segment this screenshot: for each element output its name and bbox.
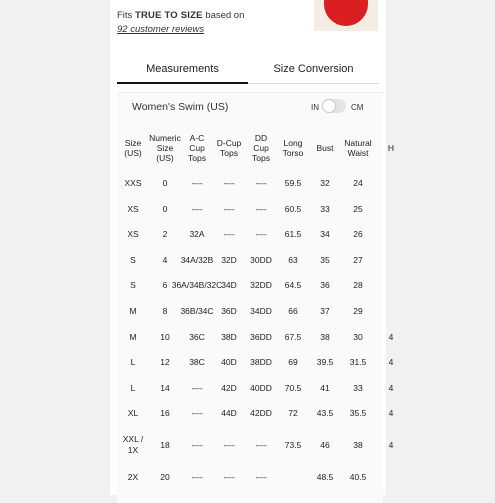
table-cell: 38D bbox=[221, 332, 237, 342]
table-cell: ---- bbox=[191, 204, 203, 214]
unit-label-cm: CM bbox=[351, 103, 364, 112]
table-cell: 73.5 bbox=[284, 440, 302, 450]
table-cell: ---- bbox=[223, 472, 235, 482]
table-cell: 63 bbox=[288, 255, 298, 265]
table-cell: 14 bbox=[160, 383, 170, 393]
table-cell: M bbox=[129, 306, 137, 316]
table-cell: XXL / 1X bbox=[122, 434, 144, 455]
table-cell: 34 bbox=[320, 229, 330, 239]
table-cell: 33 bbox=[320, 204, 330, 214]
table-cell: 31.5 bbox=[349, 357, 367, 367]
tab-measurements[interactable]: Measurements bbox=[146, 63, 219, 75]
table-cell: ---- bbox=[191, 178, 203, 188]
table-cell: 8 bbox=[162, 306, 168, 316]
toggle-knob bbox=[323, 100, 335, 112]
table-cell: 30 bbox=[353, 332, 363, 342]
table-cell: 20 bbox=[160, 472, 170, 482]
table-cell: S bbox=[130, 255, 136, 265]
table-cell: ---- bbox=[223, 440, 235, 450]
table-cell: 37 bbox=[320, 306, 330, 316]
customer-reviews-link[interactable]: 92 customer reviews bbox=[117, 24, 205, 35]
column-header: Long Torso bbox=[282, 138, 304, 158]
table-cell: 34DD bbox=[250, 306, 272, 316]
column-header: Natural Waist bbox=[344, 138, 372, 158]
table-cell: S bbox=[130, 280, 136, 290]
table-cell: 12 bbox=[160, 357, 170, 367]
fit-summary bbox=[117, 10, 244, 21]
table-cell: 67.5 bbox=[284, 332, 302, 342]
table-cell: 0 bbox=[162, 178, 168, 188]
table-cell: 38 bbox=[320, 332, 330, 342]
table-cell: ---- bbox=[255, 472, 267, 482]
product-thumbnail bbox=[314, 0, 378, 31]
table-cell: 39.5 bbox=[316, 357, 334, 367]
table-cell: ---- bbox=[191, 440, 203, 450]
table-cell: 0 bbox=[162, 204, 168, 214]
table-cell: 27 bbox=[353, 255, 363, 265]
table-cell: 66 bbox=[288, 306, 298, 316]
table-cell: ---- bbox=[223, 178, 235, 188]
table-cell: 38 bbox=[353, 440, 363, 450]
fit-suffix: based on bbox=[205, 10, 245, 21]
swimsuit-image bbox=[324, 0, 368, 26]
table-cell: 36B/34C bbox=[180, 306, 214, 316]
size-guide-panel bbox=[110, 0, 395, 495]
table-cell: 34A/32B bbox=[180, 255, 214, 265]
table-cell: 64.5 bbox=[284, 280, 302, 290]
unit-label-in: IN bbox=[311, 103, 319, 112]
table-cell: ---- bbox=[255, 440, 267, 450]
fit-highlight: TRUE TO SIZE bbox=[134, 10, 203, 21]
fit-prefix: Fits bbox=[117, 10, 133, 21]
table-cell: XXS bbox=[124, 178, 142, 188]
table-cell: 10 bbox=[160, 332, 170, 342]
table-cell: 40.5 bbox=[349, 472, 367, 482]
table-cell: 38DD bbox=[250, 357, 272, 367]
tab-size-conversion[interactable]: Size Conversion bbox=[273, 63, 354, 75]
table-cell: 36A/34B/32C bbox=[171, 280, 223, 290]
column-header: Size (US) bbox=[124, 138, 142, 158]
table-cell: 36DD bbox=[250, 332, 272, 342]
table-cell: 40D bbox=[221, 357, 237, 367]
table-cell: 72 bbox=[288, 408, 298, 418]
table-cell: 60.5 bbox=[284, 204, 302, 214]
column-header: Bust bbox=[316, 143, 334, 153]
table-cell: 18 bbox=[160, 440, 170, 450]
table-cell: 6 bbox=[162, 280, 168, 290]
table-cell: 32A bbox=[189, 229, 205, 239]
table-cell: 28 bbox=[353, 280, 363, 290]
table-cell: 70.5 bbox=[284, 383, 302, 393]
column-header: D-Cup Tops bbox=[216, 138, 242, 158]
table-cell: 40DD bbox=[250, 383, 272, 393]
table-cell: 41 bbox=[320, 383, 330, 393]
table-cell: 32DD bbox=[250, 280, 272, 290]
table-cell: 32 bbox=[320, 178, 330, 188]
table-cell: 35.5 bbox=[349, 408, 367, 418]
table-cell: 4 bbox=[388, 408, 394, 418]
table-cell: XL bbox=[127, 408, 139, 418]
table-cell: ---- bbox=[191, 408, 203, 418]
table-cell: 25 bbox=[353, 204, 363, 214]
table-cell: 4 bbox=[162, 255, 168, 265]
table-cell: 32D bbox=[221, 255, 237, 265]
active-tab-indicator bbox=[117, 82, 248, 84]
table-cell: 61.5 bbox=[284, 229, 302, 239]
table-cell: ---- bbox=[191, 472, 203, 482]
table-cell: 30DD bbox=[250, 255, 272, 265]
table-cell: 36D bbox=[221, 306, 237, 316]
column-header: DD Cup Tops bbox=[252, 133, 270, 163]
table-cell: 34D bbox=[221, 280, 237, 290]
table-cell: L bbox=[130, 383, 136, 393]
column-header: Numeric Size (US) bbox=[149, 133, 181, 163]
unit-toggle[interactable] bbox=[322, 99, 346, 113]
table-cell: M bbox=[129, 332, 137, 342]
table-cell: ---- bbox=[191, 383, 203, 393]
table-cell: 16 bbox=[160, 408, 170, 418]
column-header: A-C Cup Tops bbox=[188, 133, 206, 163]
section-title: Women's Swim (US) bbox=[132, 101, 229, 113]
table-cell: 4 bbox=[388, 332, 394, 342]
table-cell: 42DD bbox=[250, 408, 272, 418]
table-cell: 2 bbox=[162, 229, 168, 239]
table-cell: 69 bbox=[288, 357, 298, 367]
tab-bar bbox=[117, 56, 379, 84]
table-cell: 43.5 bbox=[316, 408, 334, 418]
table-cell: 24 bbox=[353, 178, 363, 188]
table-cell: 29 bbox=[353, 306, 363, 316]
tab-divider bbox=[248, 83, 379, 84]
table-cell: 46 bbox=[320, 440, 330, 450]
table-cell: 38C bbox=[189, 357, 205, 367]
table-cell: 35 bbox=[320, 255, 330, 265]
table-cell: XS bbox=[127, 229, 139, 239]
table-cell: 2X bbox=[127, 472, 139, 482]
table-cell: ---- bbox=[223, 204, 235, 214]
table-cell: 4 bbox=[388, 440, 394, 450]
table-cell: 44D bbox=[221, 408, 237, 418]
table-cell: 59.5 bbox=[284, 178, 302, 188]
measurements-card bbox=[117, 92, 395, 503]
column-header: H bbox=[387, 143, 395, 153]
table-cell: ---- bbox=[255, 204, 267, 214]
table-cell: 48.5 bbox=[316, 472, 334, 482]
table-cell: 36 bbox=[320, 280, 330, 290]
table-cell: ---- bbox=[255, 229, 267, 239]
table-cell: ---- bbox=[223, 229, 235, 239]
table-cell: 42D bbox=[221, 383, 237, 393]
table-cell: L bbox=[130, 357, 136, 367]
table-cell: 4 bbox=[388, 357, 394, 367]
table-cell: ---- bbox=[255, 178, 267, 188]
table-cell: 26 bbox=[353, 229, 363, 239]
table-cell: XS bbox=[127, 204, 139, 214]
table-cell: 36C bbox=[189, 332, 205, 342]
table-cell: 4 bbox=[388, 383, 394, 393]
table-cell: 33 bbox=[353, 383, 363, 393]
